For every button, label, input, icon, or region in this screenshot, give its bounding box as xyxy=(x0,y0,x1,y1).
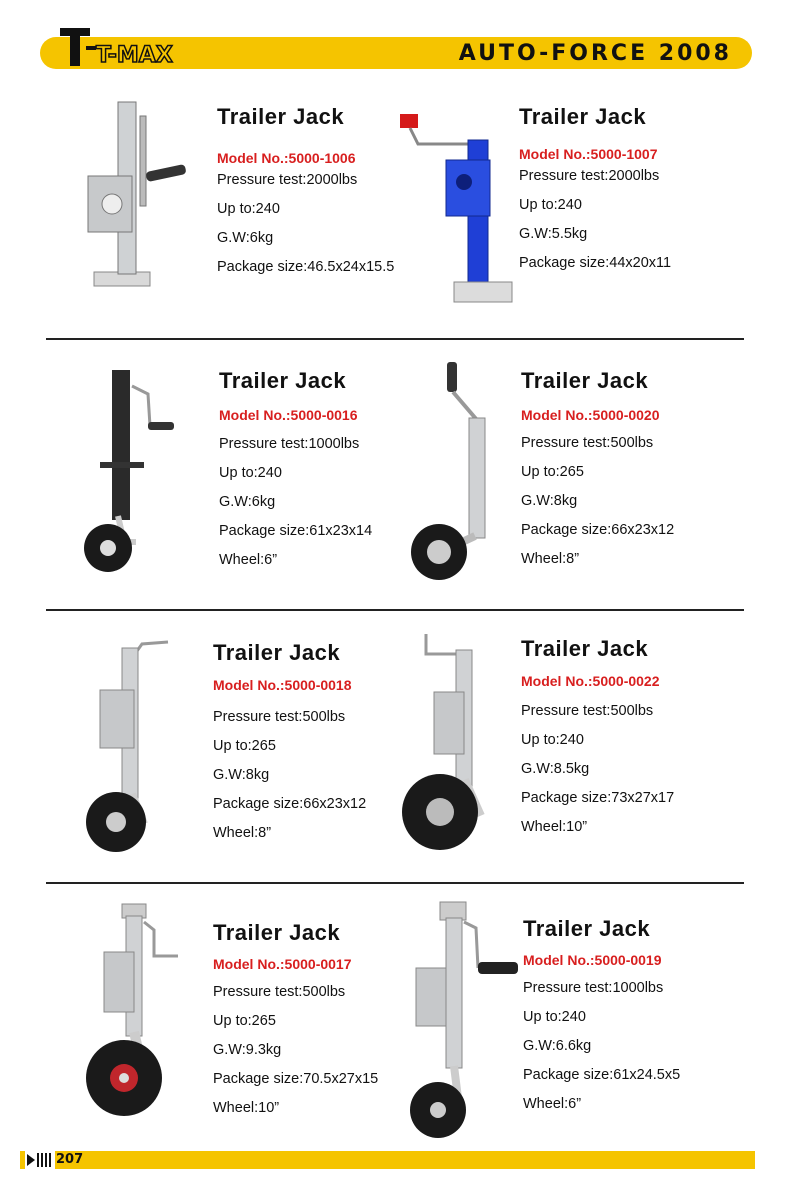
jack-5000-0018-image xyxy=(82,628,182,858)
package-size: Package size:70.5x27x15 xyxy=(213,1071,379,1087)
brand-text: T-MAX xyxy=(96,43,173,68)
product-5000-0022 xyxy=(521,636,674,836)
gross-weight: G.W:8kg xyxy=(213,767,270,783)
model-number: Model No.:5000-0020 xyxy=(521,407,660,423)
jack-5000-0022-image xyxy=(400,630,510,855)
pressure-test: Pressure test:500lbs xyxy=(213,709,346,725)
jack-5000-0017-image xyxy=(78,902,188,1122)
product-title: Trailer Jack xyxy=(219,368,347,393)
product-5000-1006 xyxy=(217,104,394,276)
wheel-size: Wheel:6” xyxy=(219,552,278,568)
package-size: Package size:44x20x11 xyxy=(519,255,672,271)
lift-height: Up to:265 xyxy=(521,464,584,480)
pressure-test: Pressure test:500lbs xyxy=(521,435,654,451)
gross-weight: G.W:8.5kg xyxy=(521,761,590,777)
model-number: Model No.:5000-0016 xyxy=(219,407,358,423)
lift-height: Up to:265 xyxy=(213,738,276,754)
jack-5000-0019-image xyxy=(398,898,524,1142)
gross-weight: G.W:6kg xyxy=(217,230,274,246)
catalog-title: AUTO-FORCE 2008 xyxy=(458,41,732,66)
gross-weight: G.W:6.6kg xyxy=(523,1038,592,1054)
pressure-test: Pressure test:1000lbs xyxy=(523,980,664,996)
wheel-size: Wheel:8” xyxy=(213,825,272,841)
model-number: Model No.:5000-0019 xyxy=(523,952,662,968)
lift-height: Up to:240 xyxy=(219,465,282,481)
product-5000-1007 xyxy=(519,104,671,272)
model-number: Model No.:5000-0022 xyxy=(521,673,660,689)
product-title: Trailer Jack xyxy=(521,636,649,661)
product-5000-0020 xyxy=(521,368,674,568)
pressure-test: Pressure test:500lbs xyxy=(213,984,346,1000)
gross-weight: G.W:5.5kg xyxy=(519,226,588,242)
package-size: Package size:61x23x14 xyxy=(219,523,373,539)
section-divider xyxy=(46,609,744,611)
pressure-test: Pressure test:2000lbs xyxy=(519,168,660,184)
jack-5000-1006-image xyxy=(82,96,192,306)
model-number: Model No.:5000-1007 xyxy=(519,146,658,162)
package-size: Package size:46.5x24x15.5 xyxy=(217,259,395,275)
jack-5000-0020-image xyxy=(405,360,505,585)
model-number: Model No.:5000-1006 xyxy=(217,150,356,166)
lift-height: Up to:240 xyxy=(521,732,584,748)
gross-weight: G.W:6kg xyxy=(219,494,276,510)
product-title: Trailer Jack xyxy=(523,916,651,941)
pressure-test: Pressure test:2000lbs xyxy=(217,172,358,188)
footer-bar xyxy=(20,1151,755,1169)
package-size: Package size:66x23x12 xyxy=(213,796,367,812)
product-title: Trailer Jack xyxy=(213,640,341,665)
tmax-logo xyxy=(56,24,186,70)
product-title: Trailer Jack xyxy=(521,368,649,393)
package-size: Package size:61x24.5x5 xyxy=(523,1067,681,1083)
product-title: Trailer Jack xyxy=(213,920,341,945)
jack-5000-0016-image xyxy=(80,366,180,576)
wheel-size: Wheel:6” xyxy=(523,1096,582,1112)
gross-weight: G.W:9.3kg xyxy=(213,1042,282,1058)
page-number: 207 xyxy=(56,1152,84,1167)
product-5000-0018 xyxy=(213,640,366,842)
package-size: Package size:73x27x17 xyxy=(521,790,675,806)
wheel-size: Wheel:10” xyxy=(213,1100,280,1116)
section-divider xyxy=(46,882,744,884)
product-5000-0017 xyxy=(213,920,378,1117)
wheel-size: Wheel:8” xyxy=(521,551,580,567)
product-title: Trailer Jack xyxy=(519,104,647,129)
model-number: Model No.:5000-0018 xyxy=(213,677,352,693)
gross-weight: G.W:8kg xyxy=(521,493,578,509)
lift-height: Up to:240 xyxy=(523,1009,586,1025)
section-divider xyxy=(46,338,744,340)
model-number: Model No.:5000-0017 xyxy=(213,956,352,972)
pressure-test: Pressure test:500lbs xyxy=(521,703,654,719)
product-title: Trailer Jack xyxy=(217,104,345,129)
product-5000-0019 xyxy=(523,916,680,1113)
pressure-test: Pressure test:1000lbs xyxy=(219,436,360,452)
lift-height: Up to:240 xyxy=(519,197,582,213)
wheel-size: Wheel:10” xyxy=(521,819,588,835)
lift-height: Up to:265 xyxy=(213,1013,276,1029)
lift-height: Up to:240 xyxy=(217,201,280,217)
product-5000-0016 xyxy=(219,368,372,569)
package-size: Package size:66x23x12 xyxy=(521,522,675,538)
jack-5000-1007-image xyxy=(398,110,516,310)
